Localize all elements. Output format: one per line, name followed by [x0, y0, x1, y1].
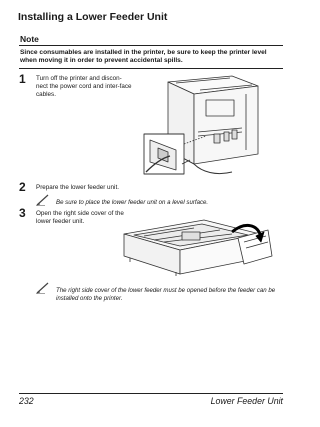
note-bottom-rule [19, 68, 283, 69]
hint-2-text: The right side cover of the lower feeder must be opened before the feeder can be installed onto the printer. [56, 287, 276, 302]
pencil-note-icon [36, 194, 50, 206]
step-1-number: 1 [19, 72, 26, 86]
section-name: Lower Feeder Unit [210, 396, 283, 406]
step-2-number: 2 [19, 180, 26, 194]
note-heading: Note [20, 34, 39, 44]
feeder-illustration [120, 212, 275, 282]
step-2-text: Prepare the lower feeder unit. [36, 184, 119, 191]
page-number: 232 [19, 396, 34, 406]
note-text: Since consumables are installed in the printer, be sure to keep the printer level when moving it in order to prevent accidental spills. [20, 49, 267, 65]
hint-1-text: Be sure to place the lower feeder unit on a level surface. [56, 199, 209, 206]
printer-illustration [140, 72, 265, 184]
step-3-number: 3 [19, 206, 26, 220]
note-top-rule [19, 45, 283, 46]
step-3-text: Open the right side cover of the lower feeder unit. [36, 210, 124, 225]
pencil-note-icon [36, 282, 50, 294]
footer-rule [19, 393, 283, 394]
step-1-text: Turn off the printer and discon-nect the power cord and inter-face cables. [36, 75, 132, 98]
page-title: Installing a Lower Feeder Unit [18, 11, 168, 23]
